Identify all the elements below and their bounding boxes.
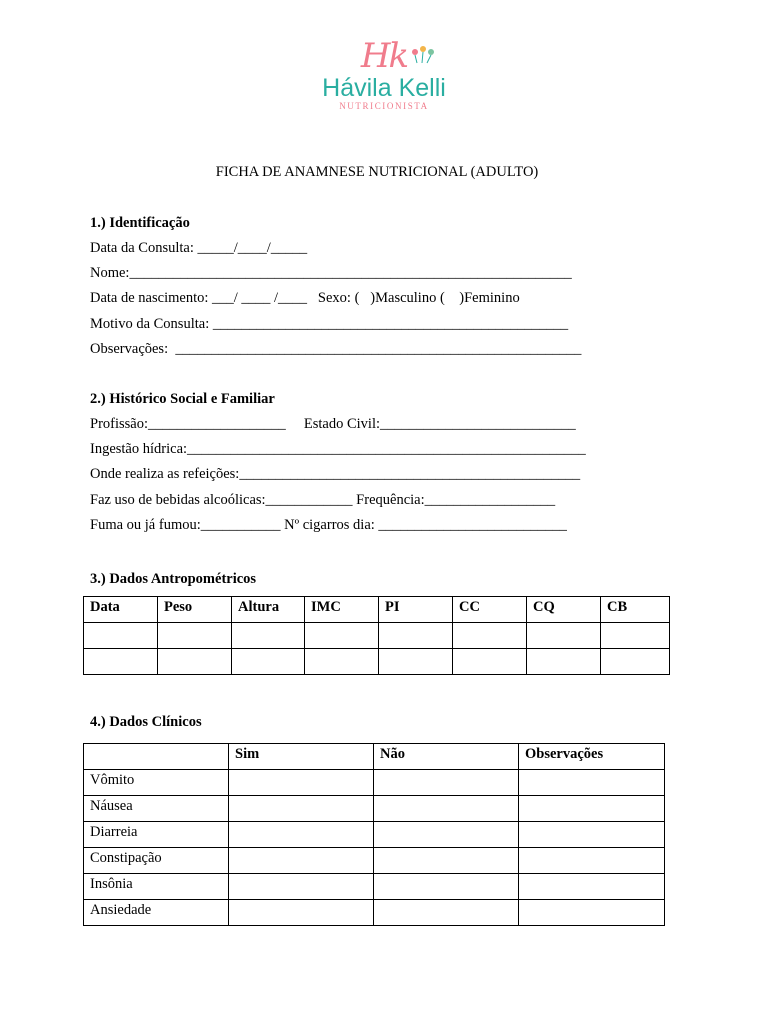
table-header: PI xyxy=(379,597,453,623)
table-header: CQ xyxy=(527,597,601,623)
field-fuma[interactable]: Fuma ou já fumou:___________ Nº cigarros dia: __________________________ xyxy=(90,516,567,533)
table-cell[interactable] xyxy=(379,649,453,675)
table-cell[interactable] xyxy=(229,874,374,900)
section-heading: 4.) Dados Clínicos xyxy=(90,714,202,730)
table-header xyxy=(84,744,229,770)
table-header: IMC xyxy=(305,597,379,623)
page-title: FICHA DE ANAMNESE NUTRICIONAL (ADULTO) xyxy=(215,164,539,180)
table-cell[interactable] xyxy=(453,649,527,675)
field-data-consulta[interactable]: Data da Consulta: _____/____/_____ xyxy=(90,240,308,256)
table-cell[interactable] xyxy=(374,874,519,900)
table-header: Altura xyxy=(232,597,305,623)
table-row xyxy=(84,874,665,900)
table-cell[interactable] xyxy=(519,770,665,796)
table-cell[interactable] xyxy=(453,623,527,649)
table-row xyxy=(84,900,665,926)
table-header: Observações xyxy=(519,744,665,770)
table-row xyxy=(84,649,670,675)
row-label-vomito: Vômito xyxy=(84,770,229,796)
table-row xyxy=(84,770,665,796)
row-label-diarreia: Diarreia xyxy=(84,822,229,848)
logo-name: Hávila Kelli xyxy=(322,74,446,102)
row-label-nausea: Náusea xyxy=(84,796,229,822)
section-clinicos xyxy=(90,710,202,735)
table-cell[interactable] xyxy=(232,649,305,675)
flower-icon xyxy=(410,44,438,64)
table-header-row xyxy=(84,744,665,770)
table-cell[interactable] xyxy=(519,900,665,926)
table-cell[interactable] xyxy=(229,822,374,848)
field-bebidas[interactable]: Faz uso de bebidas alcoólicas:____________ Frequência:__________________ xyxy=(90,491,556,508)
clinical-table xyxy=(83,743,665,926)
table-cell[interactable] xyxy=(519,874,665,900)
table-cell[interactable] xyxy=(84,649,158,675)
table-header: Não xyxy=(374,744,519,770)
field-data-nascimento-sexo[interactable]: Data de nascimento: ___/ ____ /____ Sexo: ( )Masculino ( )Feminino xyxy=(90,290,520,307)
table-row xyxy=(84,796,665,822)
table-cell[interactable] xyxy=(158,649,232,675)
section-antropometricos xyxy=(90,567,256,592)
table-cell[interactable] xyxy=(374,900,519,926)
table-cell[interactable] xyxy=(84,623,158,649)
table-cell[interactable] xyxy=(374,848,519,874)
logo-subtitle: NUTRICIONISTA xyxy=(339,101,429,111)
table-cell[interactable] xyxy=(601,649,670,675)
table-cell[interactable] xyxy=(527,649,601,675)
table-cell[interactable] xyxy=(305,623,379,649)
table-header: CC xyxy=(453,597,527,623)
section-heading: 2.) Histórico Social e Familiar xyxy=(90,391,275,407)
row-label-ansiedade: Ansiedade xyxy=(84,900,229,926)
field-profissao-estado-civil[interactable]: Profissão:___________________ Estado Civil:___________________________ xyxy=(90,416,576,432)
anthropometric-table xyxy=(83,596,670,675)
field-observacoes[interactable]: Observações: ________________________________________________________ xyxy=(90,340,582,357)
table-cell[interactable] xyxy=(229,900,374,926)
table-header-row xyxy=(84,597,670,623)
logo xyxy=(0,36,768,112)
table-cell[interactable] xyxy=(374,822,519,848)
table-cell[interactable] xyxy=(519,796,665,822)
section-heading: 1.) Identificação xyxy=(90,215,190,231)
table-cell[interactable] xyxy=(601,623,670,649)
table-cell[interactable] xyxy=(305,649,379,675)
field-ingestao-hidrica[interactable]: Ingestão hídrica:_______________________________________________________ xyxy=(90,441,586,458)
table-cell[interactable] xyxy=(374,770,519,796)
table-row xyxy=(84,623,670,649)
row-label-insonia: Insônia xyxy=(84,874,229,900)
section-identificacao xyxy=(90,211,581,362)
field-motivo-consulta[interactable]: Motivo da Consulta: _________________________________________________ xyxy=(90,315,569,332)
table-cell[interactable] xyxy=(229,796,374,822)
table-cell[interactable] xyxy=(158,623,232,649)
table-cell[interactable] xyxy=(519,822,665,848)
table-row xyxy=(84,822,665,848)
table-header: Sim xyxy=(229,744,374,770)
table-header: Peso xyxy=(158,597,232,623)
table-cell[interactable] xyxy=(229,770,374,796)
table-header: Data xyxy=(84,597,158,623)
table-cell[interactable] xyxy=(374,796,519,822)
logo-monogram: Hk xyxy=(360,36,408,76)
table-header: CB xyxy=(601,597,670,623)
field-nome[interactable]: Nome:_____________________________________________________________ xyxy=(90,265,572,282)
row-label-constipacao: Constipação xyxy=(84,848,229,874)
section-historico xyxy=(90,387,586,538)
section-heading: 3.) Dados Antropométricos xyxy=(90,571,257,587)
logo-mark xyxy=(0,36,768,80)
table-row xyxy=(84,848,665,874)
table-cell[interactable] xyxy=(519,848,665,874)
field-refeicoes[interactable]: Onde realiza as refeições:_______________________________________________ xyxy=(90,466,581,483)
table-cell[interactable] xyxy=(527,623,601,649)
table-cell[interactable] xyxy=(232,623,305,649)
table-cell[interactable] xyxy=(379,623,453,649)
table-cell[interactable] xyxy=(229,848,374,874)
